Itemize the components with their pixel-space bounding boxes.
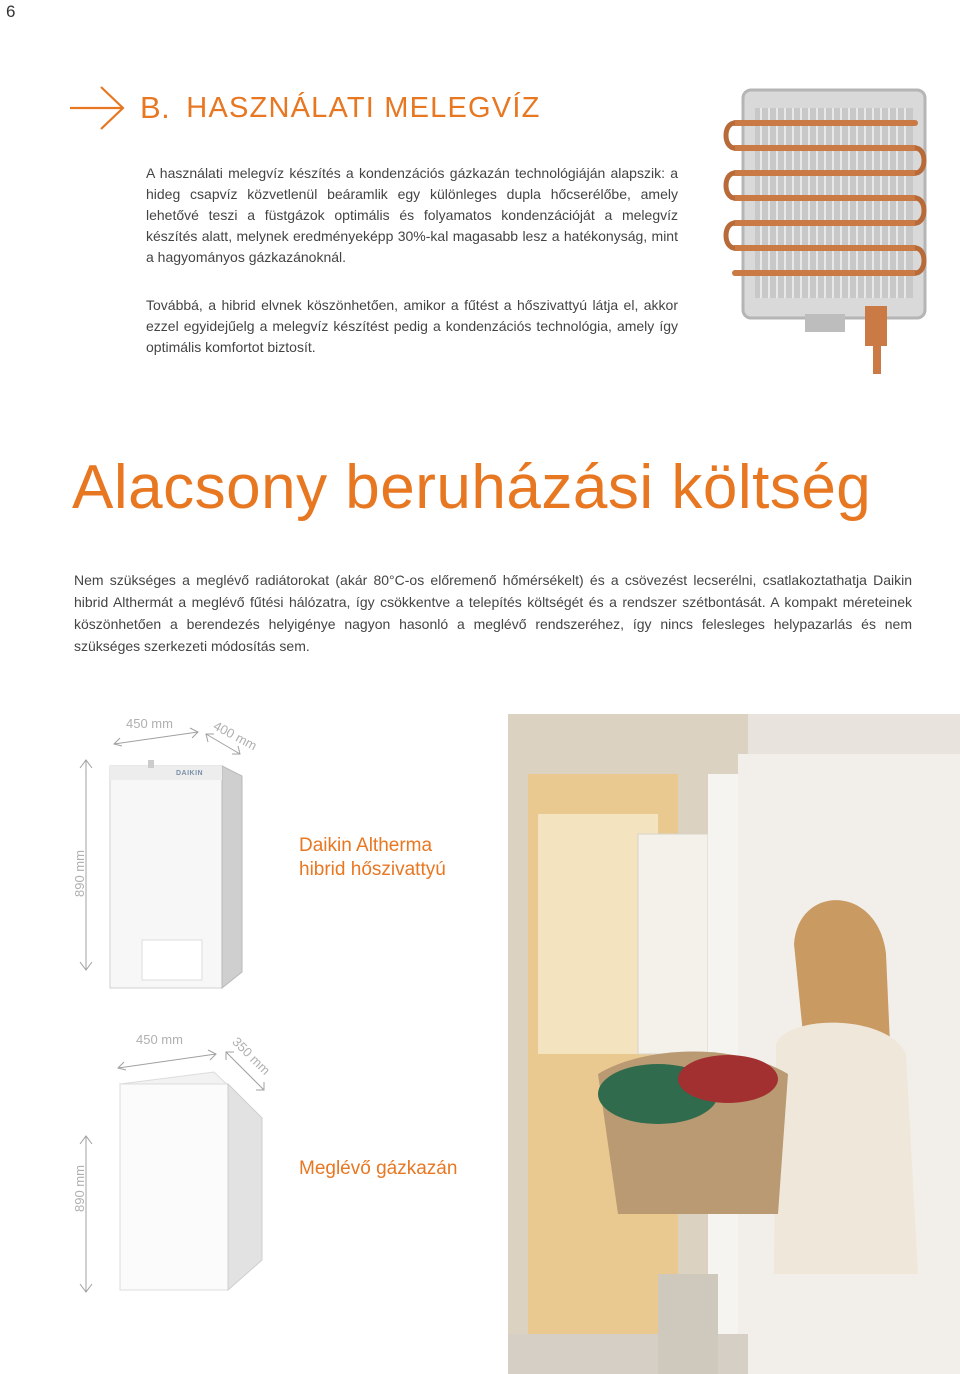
daikin-unit-image	[108, 760, 246, 996]
cost-title: Alacsony beruházási költség	[72, 453, 872, 522]
unit2-label-line1: Meglévő gázkazán	[299, 1158, 458, 1179]
section-heading	[68, 84, 541, 132]
unit2-width-label: 450 mm	[136, 1032, 183, 1047]
unit2-height-label: 890 mm	[72, 1165, 87, 1212]
unit1-label-line2: hibrid hőszivattyú	[299, 859, 446, 880]
unit2-label	[299, 1157, 457, 1181]
unit2-depth-label: 350 mm	[229, 1034, 274, 1078]
section-letter: B.	[140, 90, 171, 125]
page-number: 6	[6, 2, 16, 21]
gas-boiler-image	[116, 1070, 266, 1296]
section-title: HASZNÁLATI MELEGVÍZ	[186, 91, 541, 124]
hybrid-paragraph: Továbbá, a hibrid elvnek köszönhetően, amikor a fűtést a hőszivattyú látja el, akkor ezzel egyidejűelg a melegvíz készítést pedig a kondenzációs technológia, amely így optimális komfortot biztosít.	[146, 297, 678, 355]
daikin-logo: DAIKIN	[176, 770, 204, 777]
unit1-depth-label: 400 mm	[210, 718, 260, 754]
unit1-label-line1: Daikin Altherma	[299, 835, 433, 856]
unit1-width-label: 450 mm	[126, 716, 173, 731]
intro-paragraph: A használati melegvíz készítés a kondenzációs gázkazán technológiáján alapszik: a hideg csapvíz közvetlenül beáramlik egy különleges dupla hőcserélőbe, amely lehetővé teszi a füstgázok optimális és folyamatos kondenzációját a melegvíz készítés alatt, melynek eredményeképp 30%-kal magasabb lesz a hatékonyság, mint a hagyományos gázkazánoknál.	[146, 165, 678, 265]
unit1-label	[299, 834, 446, 882]
lifestyle-photo	[508, 714, 960, 1374]
unit1-height-label: 890 mm	[72, 850, 87, 897]
heat-exchanger-image	[715, 78, 935, 378]
cost-paragraph: Nem szükséges a meglévő radiátorokat (akár 80°C-os előremenő hőmérsékelt) és a csövezést lecserélni, csatlakoztathatja Daikin hibrid Althermát a meglévő fűtési hálózatra, így csökkentve a telepítés költségét és a rendszer szétbontását. A kompakt méreteinek köszönhetően a berendezés helyigénye nagyon hasonló a meglévő rendszeréhez, így nincs felesleges helypazarlás és nem szükséges szerkezeti módosítás sem.	[74, 572, 912, 654]
arrow-right-icon	[68, 85, 126, 131]
